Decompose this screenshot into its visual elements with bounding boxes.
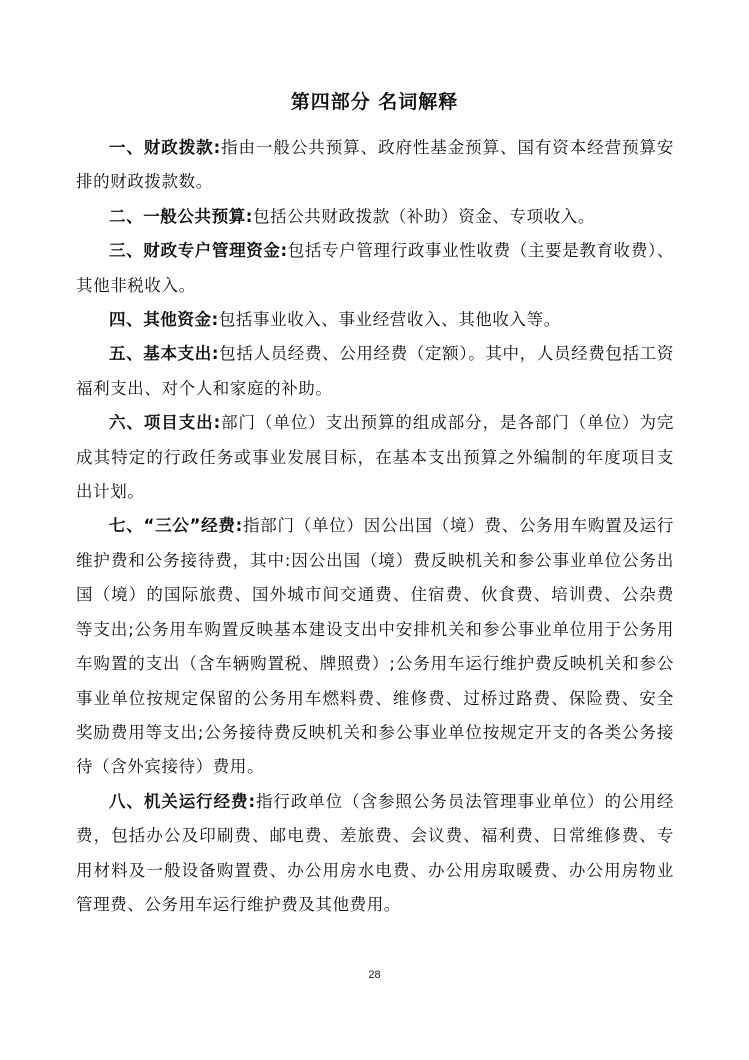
definition-text: 指行政单位（含参照公务员法管理事业单位）的公用经费，包括办公及印刷费、邮电费、差旅费、会议费、福利费、日常维修费、专用材料及一般设备购置费、办公用房水电费、办公用房取暖费、办公用房物业管理费、公务用车运行维护费及其他费用。 <box>76 791 675 914</box>
definition-text: 包括公共财政拨款（补助）资金、专项收入。 <box>253 206 595 226</box>
definition-paragraph <box>76 406 674 509</box>
definition-term: 六、项目支出: <box>109 413 221 433</box>
page-number: 28 <box>368 969 381 981</box>
definition-paragraph <box>76 303 674 337</box>
definition-term: 二、一般公共预算: <box>109 206 253 226</box>
definition-paragraph <box>76 509 674 784</box>
definition-text: 包括人员经费、公用经费（定额）。其中，人员经费包括工资福利支出、对个人和家庭的补助。 <box>76 344 674 398</box>
definition-text: 包括事业收入、事业经营收入、其他收入等。 <box>218 310 561 330</box>
definition-text: 部门（单位）支出预算的组成部分，是各部门（单位）为完成其特定的行政任务或事业发展目标，在基本支出预算之外编制的年度项目支出计划。 <box>76 413 674 502</box>
definition-text: 指部门（单位）因公出国（境）费、公务用车购置及运行维护费和公务接待费，其中:因公出国（境）费反映机关和参公事业单位公务出国（境）的国际旅费、国外城市间交通费、住宿费、伙食费、培训费、公杂费等支出;公务用车购置反映基本建设支出中安排机关和参公事业单位用于公务用车购置的支出（含车辆购置税、牌照费）;公务用车运行维护费反映机关和参公事业单位按规定保留的公务用车燃料费、维修费、过桥过路费、保险费、安全奖励费用等支出;公务接待费反映机关和参公事业单位按规定开支的各类公务接待（含外宾接待）费用。 <box>76 516 675 777</box>
definition-paragraph <box>76 131 674 200</box>
definition-paragraph <box>76 785 674 923</box>
definition-paragraph <box>76 234 674 303</box>
definition-paragraph <box>76 200 674 234</box>
definition-term: 四、其他资金: <box>109 310 219 330</box>
page-title: 第四部分 名词解释 <box>290 91 459 113</box>
definition-term: 一、财政拨款: <box>109 138 221 157</box>
definition-term: 五、基本支出: <box>109 344 220 364</box>
definition-term: 三、财政专户管理资金: <box>109 241 288 261</box>
definition-text: 指由一般公共预算、政府性基金预算、国有资本经营预算安排的财政拨款数。 <box>76 138 674 192</box>
definition-paragraph <box>76 337 674 406</box>
definitions-body <box>76 131 674 922</box>
definition-term: 八、机关运行经费: <box>109 791 256 811</box>
definition-text: 包括专户管理行政事业性收费（主要是教育收费）、其他非税收入。 <box>76 241 674 295</box>
definition-term: 七、“三公”经费: <box>109 516 243 536</box>
